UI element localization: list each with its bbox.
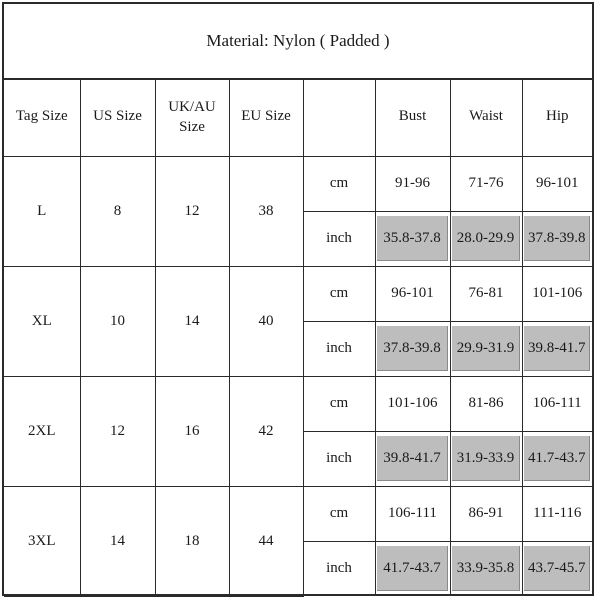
- size-table-body: [4, 156, 592, 596]
- tag-size-cell: XL: [4, 266, 80, 376]
- unit-cm-cell: cm: [303, 486, 375, 541]
- bust-cm-cell: 91-96: [375, 156, 450, 211]
- bust-inch-cell: [375, 541, 450, 596]
- bust-inch-value: 37.8-39.8: [377, 326, 448, 371]
- tag-size-cell: 3XL: [4, 486, 80, 596]
- eu-size-cell: 38: [229, 156, 303, 266]
- header-uk-au-size: [155, 78, 229, 156]
- hip-inch-cell: [522, 211, 592, 266]
- us-size-cell: 14: [80, 486, 155, 596]
- waist-cm-cell: 71-76: [450, 156, 522, 211]
- unit-cm-cell: cm: [303, 266, 375, 321]
- header-eu-size: EU Size: [229, 78, 303, 156]
- header-waist: Waist: [450, 78, 522, 156]
- hip-inch-value: 39.8-41.7: [524, 326, 590, 371]
- unit-inch-cell: inch: [303, 541, 375, 596]
- header-row: [4, 78, 592, 156]
- hip-inch-value: 37.8-39.8: [524, 216, 590, 261]
- hip-cm-cell: 96-101: [522, 156, 592, 211]
- header-hip: Hip: [522, 78, 592, 156]
- unit-inch-cell: inch: [303, 321, 375, 376]
- eu-size-cell: 40: [229, 266, 303, 376]
- hip-cm-cell: 101-106: [522, 266, 592, 321]
- us-size-cell: 8: [80, 156, 155, 266]
- bust-inch-cell: [375, 211, 450, 266]
- bust-cm-cell: 101-106: [375, 376, 450, 431]
- header-unit: [303, 78, 375, 156]
- waist-inch-cell: [450, 211, 522, 266]
- hip-inch-cell: [522, 431, 592, 486]
- waist-inch-value: 33.9-35.8: [452, 546, 520, 591]
- tag-size-cell: L: [4, 156, 80, 266]
- size-row-cm: [4, 266, 592, 321]
- header-uk-au-size-label: UK/AU Size: [168, 98, 216, 135]
- unit-cm-cell: cm: [303, 376, 375, 431]
- size-row-cm: [4, 156, 592, 211]
- waist-inch-cell: [450, 431, 522, 486]
- bust-inch-cell: [375, 321, 450, 376]
- bust-inch-value: 35.8-37.8: [377, 216, 448, 261]
- bust-inch-value: 39.8-41.7: [377, 436, 448, 481]
- header-tag-size: Tag Size: [4, 78, 80, 156]
- waist-inch-value: 28.0-29.9: [452, 216, 520, 261]
- material-title: Material: Nylon ( Padded ): [4, 4, 592, 80]
- waist-cm-cell: 76-81: [450, 266, 522, 321]
- uk-au-size-cell: 18: [155, 486, 229, 596]
- bust-inch-value: 41.7-43.7: [377, 546, 448, 591]
- bust-cm-cell: 106-111: [375, 486, 450, 541]
- waist-inch-cell: [450, 541, 522, 596]
- uk-au-size-cell: 12: [155, 156, 229, 266]
- unit-inch-cell: inch: [303, 211, 375, 266]
- header-bust: Bust: [375, 78, 450, 156]
- eu-size-cell: 44: [229, 486, 303, 596]
- uk-au-size-cell: 16: [155, 376, 229, 486]
- waist-inch-value: 31.9-33.9: [452, 436, 520, 481]
- size-chart: [2, 2, 594, 596]
- header-us-size: US Size: [80, 78, 155, 156]
- size-table: [4, 78, 592, 597]
- tag-size-cell: 2XL: [4, 376, 80, 486]
- hip-inch-cell: [522, 321, 592, 376]
- hip-inch-value: 41.7-43.7: [524, 436, 590, 481]
- waist-inch-cell: [450, 321, 522, 376]
- us-size-cell: 10: [80, 266, 155, 376]
- waist-cm-cell: 81-86: [450, 376, 522, 431]
- hip-cm-cell: 106-111: [522, 376, 592, 431]
- hip-inch-cell: [522, 541, 592, 596]
- size-row-cm: [4, 376, 592, 431]
- bust-cm-cell: 96-101: [375, 266, 450, 321]
- waist-cm-cell: 86-91: [450, 486, 522, 541]
- hip-cm-cell: 111-116: [522, 486, 592, 541]
- waist-inch-value: 29.9-31.9: [452, 326, 520, 371]
- bust-inch-cell: [375, 431, 450, 486]
- size-row-cm: [4, 486, 592, 541]
- unit-inch-cell: inch: [303, 431, 375, 486]
- unit-cm-cell: cm: [303, 156, 375, 211]
- us-size-cell: 12: [80, 376, 155, 486]
- hip-inch-value: 43.7-45.7: [524, 546, 590, 591]
- eu-size-cell: 42: [229, 376, 303, 486]
- uk-au-size-cell: 14: [155, 266, 229, 376]
